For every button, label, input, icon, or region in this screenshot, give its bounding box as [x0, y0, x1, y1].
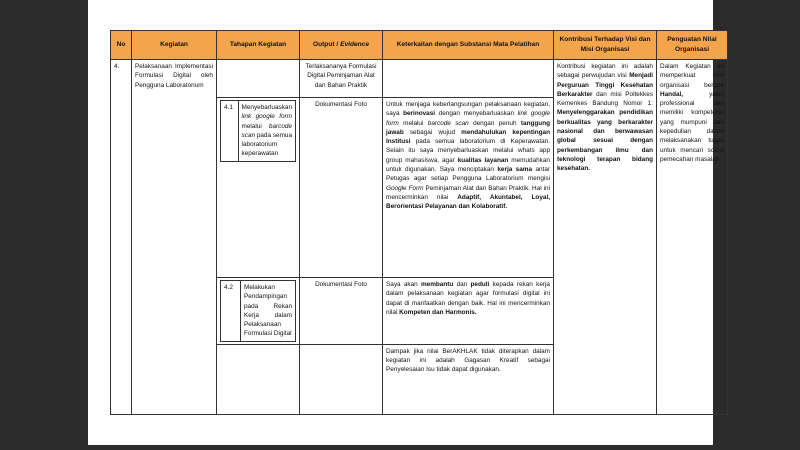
- text-part: peduli: [470, 281, 490, 288]
- text-part: Saya akan: [386, 281, 421, 288]
- cell-output-4-1: Dokumentasi Foto: [300, 98, 383, 278]
- header-tahapan: Tahapan Kegiatan: [217, 31, 300, 60]
- penguatan-text-1: Dalam Kegiatan ini memperkuat nilai organisasi berupa: [660, 63, 724, 89]
- step-number: 4.2: [221, 281, 241, 342]
- header-kontribusi: Kontribusi Terhadap Visi dan Misi Organisasi: [554, 31, 657, 60]
- cell-tahapan-4-1: [217, 98, 300, 278]
- penguatan-value: Handal,: [660, 90, 684, 98]
- header-output: [300, 31, 383, 60]
- text-part: mendahulukan kepentingan Institusi: [386, 128, 550, 146]
- cell-kegiatan: Pelaksanaan Implementasi Formulasi Digital oleh Pengguna Laboratorium: [132, 60, 217, 415]
- step-text-part: Menyebarluaskan: [241, 104, 292, 111]
- text-part: Untuk menjaga keberlangsungan pelaksanaan kegiatan, saya: [386, 101, 550, 118]
- kontribusi-vision: Menjadi Perguruan Tinggi Kesehatan Berkarakter: [557, 72, 653, 98]
- text-part: pada semua laboratorium di Keperawatan. Selain itu saya menyebarluaskan melalui whats app group mahasiswa, agar: [386, 138, 550, 164]
- text-part: antar Petugas agar setiap Pengguna Laboratorium mengisi: [386, 165, 551, 183]
- kontribusi-mission: Menyelenggarakan pendidikan berkualitas yang berkarakter nasional dan berwawasan global sesuai dengan perkembangan ilmu dan teknologi terapan bidang kesehatan.: [557, 109, 653, 173]
- cell-dampak: Dampak jika nilai BerAKHLAK tidak diterapkan dalam kegiatan ini adalah Gagasan Kreatif sebagai Penyelesaian Isu tidak dapat digunakan.: [383, 344, 554, 414]
- text-part: dan: [453, 281, 471, 288]
- activity-table: [110, 30, 728, 415]
- kontribusi-text-2: dan misi Poltekkes Kemenkes Bandung Nomor 1:: [557, 90, 653, 108]
- text-part: melalui: [398, 119, 428, 127]
- step-text-part: barcode scan: [241, 122, 292, 139]
- header-no: No: [111, 31, 132, 60]
- step-text-part: pada semua laboratorium keperawatan: [241, 131, 292, 158]
- cell-no: 4.: [111, 60, 132, 415]
- text-part: kualitas layanan: [457, 156, 509, 164]
- text-part: Peminjaman Alat dan Bahan Praktik. Hal ini mencerminkan nilai: [386, 184, 550, 201]
- cell-tahapan-empty: [217, 60, 300, 98]
- text-part: tanggung jawab: [386, 119, 550, 136]
- step-text-part: link google form: [241, 113, 292, 121]
- text-part: dengan menyebarluaskan: [435, 110, 518, 118]
- document-page: [88, 0, 724, 445]
- text-part: berinovasi: [403, 110, 436, 118]
- text-part: barcode scan: [427, 119, 469, 127]
- cell-keterkaitan-4-1: [383, 98, 554, 278]
- penguatan-text-2: yakni professional dan memiliki kompetensi yang mumpuni dan kepedulian dalam melaksanakan tugas untuk mencari solusi pemecahan masalah.: [660, 90, 724, 163]
- table-row: [111, 60, 728, 98]
- cell-tahapan-empty: [217, 344, 300, 414]
- cell-keterkaitan-4-2: [383, 278, 554, 345]
- cell-keterkaitan-empty: [383, 60, 554, 98]
- cell-penguatan: [657, 60, 728, 415]
- kontribusi-text-1: Kontribusi kegiatan ini adalah sebagai perwujudan visi: [557, 63, 653, 80]
- text-part: Kompeten dan Harmonis.: [399, 308, 477, 316]
- step-text: Melakukan Pendampingan pada Rekan Kerja dalam Pelaksanaan Formulasi Digital: [241, 281, 296, 342]
- cell-output-empty: [300, 344, 383, 414]
- text-part: kerja sama: [497, 165, 533, 173]
- text-part: link google form: [386, 110, 550, 127]
- header-keterkaitan: Keterkaitan dengan Substansi Mata Pelatihan: [383, 31, 554, 60]
- header-penguatan: Penguatan Nilai Organisasi: [657, 31, 728, 60]
- header-output-evidence: Evidence: [340, 41, 370, 49]
- text-part: dengan penuh: [468, 119, 521, 127]
- step-text: [238, 101, 295, 162]
- text-part: Adaptif, Akuntabel, Loyal, Berorientasi Pelayanan dan Kolaboratif.: [386, 193, 550, 211]
- text-part: memudahkan untuk digunakan. Saya menciptakan: [386, 156, 550, 173]
- cell-tahapan-4-2: [217, 278, 300, 345]
- text-part: sebagai wujud: [403, 128, 462, 136]
- header-output-label: Output /: [312, 41, 341, 49]
- text-part: kepada rekan kerja dalam pelaksanaan kegiatan agar formulasi digital ini dapat di manfaatkan dengan baik. Hal ini mencerminkan nilai: [386, 281, 550, 316]
- cell-output-4-2: Dokumentasi Foto: [300, 278, 383, 345]
- step-text-part: melalui: [241, 122, 269, 130]
- step-number: 4.1: [221, 101, 239, 162]
- header-kegiatan: Kegiatan: [132, 31, 217, 60]
- cell-output-0: Terlaksananya Formulasi Digital Peminjaman Alat dan Bahan Praktik: [300, 60, 383, 98]
- text-part: membantu: [420, 281, 454, 288]
- header-row: [111, 31, 728, 60]
- cell-kontribusi: [554, 60, 657, 415]
- text-part: Google Form: [386, 184, 424, 192]
